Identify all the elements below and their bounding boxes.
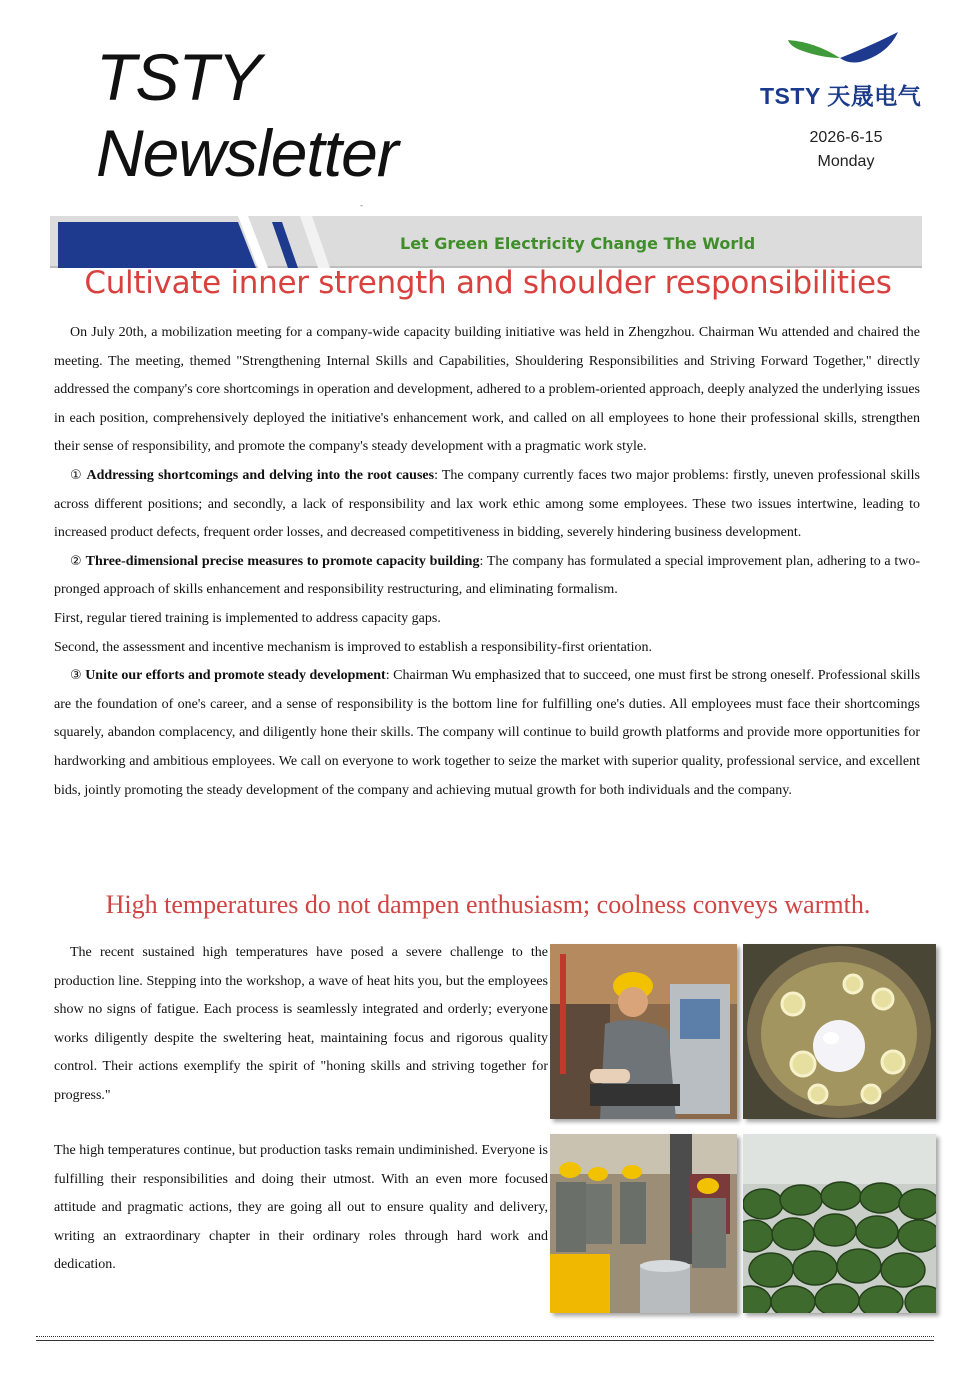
section3-heading: Unite our efforts and promote steady development: [85, 668, 386, 684]
section2-marker: ②: [70, 553, 82, 569]
article2-paragraph1-block: [54, 939, 548, 1111]
stray-mark: -: [360, 200, 363, 210]
article2-paragraph1: The recent sustained high temperatures have posed a severe challenge to the production line. Stepping into the workshop, a wave of heat hits you, but the employees show no signs of fatigue. Each process is seamlessly integrated and orderly; everyone works diligently despite the sweltering heat, maintaining focus and rigorous quality control. Their actions exemplify the spirit of "honing skills and striving together for progress.": [54, 945, 548, 1103]
photo-lemon-ice-water: [743, 944, 936, 1119]
article2-paragraph2: The high temperatures continue, but production tasks remain undiminished. Everyone is fulfilling their responsibilities and doing their utmost. With an even more focused attitude and pragmatic actions, they are going all out to ensure quality and delivery, writing an extraordinary chapter in their ordinary roles through hard work and dedication.: [54, 1143, 548, 1273]
issue-weekday: Monday: [817, 153, 875, 170]
issue-date: 2026-6-15: [809, 129, 883, 146]
photo-workers-workshop: [550, 1134, 737, 1313]
section2-text: : The company has formulated a special improvement plan, adhering to a two-pronged approach of skills enhancement and responsibility restructuring, and eliminating formalism.: [54, 553, 921, 598]
footer-divider: [36, 1336, 934, 1341]
section1-marker: ①: [70, 467, 83, 483]
section1-text: : The company currently faces two major problems: firstly, uneven professional skills across different positions; and secondly, a lack of responsibility and lax work ethic among some employees. These two issues intertwine, leading to increased product defects, frequent order losses, and decreased competitiveness in bidding, severely hindering business development.: [54, 467, 921, 541]
section2-heading: Three-dimensional precise measures to promote capacity building: [85, 553, 480, 569]
masthead-title-line2: Newsletter: [96, 116, 398, 190]
article1-section1: [54, 462, 920, 548]
logo-swoosh-icon: [760, 28, 930, 78]
article1-intro: On July 20th, a mobilization meeting for a company-wide capacity building initiative was held in Zhengzhou. Chairman Wu attended and chaired the meeting. The meeting, themed "Strengthening Internal Skills and Capabilities, Shouldering Responsibilities and Striving Forward Together," directly addressed the company's core shortcomings in operation and development, adhered to a problem-oriented approach, deeply analyzed the underlying issues in each position, comprehensively deployed the initiative's enhancement work, and called on all employees to hone their professional skills, strengthen their sense of responsibility, and promote the company's steady development with a pragmatic work style.: [54, 325, 920, 455]
article1-body: [54, 319, 920, 805]
section3-marker: ③: [70, 668, 82, 684]
photo-worker-at-machine: [550, 944, 737, 1119]
section2-second-measure: Second, the assessment and incentive mechanism is improved to establish a responsibility-first orientation.: [54, 639, 652, 655]
article1-section2: [54, 548, 920, 605]
article1-section3: [54, 662, 920, 805]
section3-text: : Chairman Wu emphasized that to succeed, one must first be strong oneself. Professional skills are the foundation of one's career, and a sense of responsibility is the bottom line for fulfilling one's duties. All employees must face their shortcomings squarely, abandon complacency, and diligently hone their skills. The company will continue to build growth platforms and provide more opportunities for hardworking and ambitious employees. We call on everyone to work together to seize the market with superior quality, professional service, and excellent bids, jointly promoting the steady development of the company and achieving mutual growth for both individuals and the company.: [54, 668, 921, 798]
masthead-title-line1: TSTY: [96, 40, 261, 114]
photo-watermelons: [743, 1134, 936, 1313]
section2-first-measure: First, regular tiered training is implemented to address capacity gaps.: [54, 610, 441, 626]
section1-heading: Addressing shortcomings and delving into the root causes: [86, 467, 435, 483]
article1-title: Cultivate inner strength and shoulder responsibilities: [84, 265, 892, 301]
logo-text: TSTY 天晟电气: [760, 83, 922, 109]
article2-paragraph2-block: [54, 1137, 548, 1280]
banner-slogan: Let Green Electricity Change The World: [400, 234, 756, 253]
article2-title: High temperatures do not dampen enthusiasm; coolness conveys warmth.: [105, 890, 871, 919]
company-logo: [760, 28, 930, 108]
